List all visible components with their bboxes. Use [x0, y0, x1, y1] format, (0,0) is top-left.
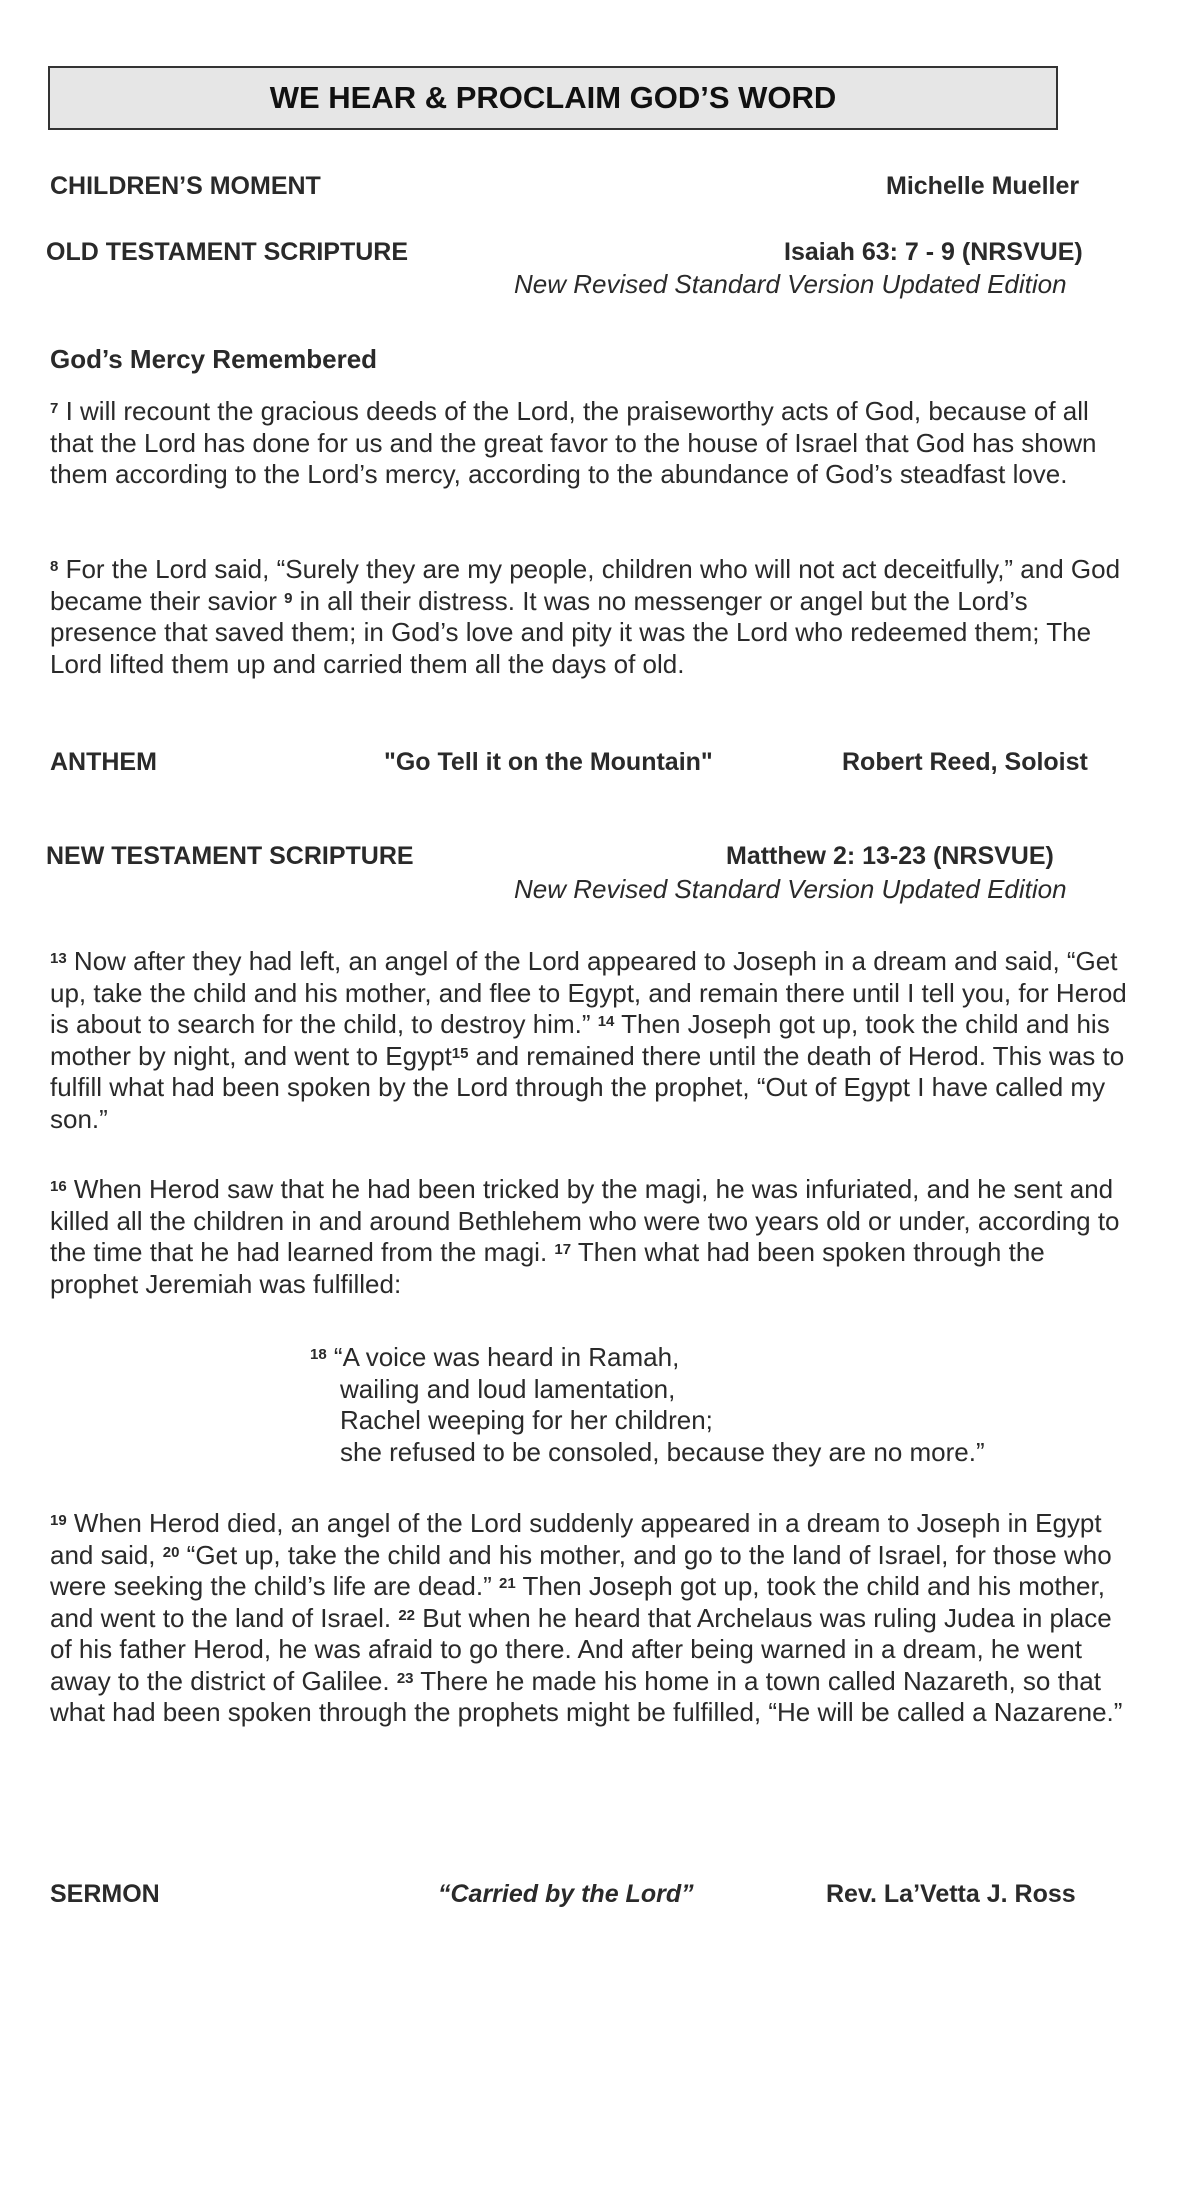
- section-banner: WE HEAR & PROCLAIM GOD’S WORD: [48, 66, 1058, 130]
- verse-number: 13: [50, 950, 67, 967]
- anthem-label: ANTHEM: [50, 748, 157, 776]
- nt-paragraph-3: [50, 1508, 1130, 1729]
- verse-text: Then Joseph got up, took the child and his mother by night, and went to Egypt: [50, 1009, 1110, 1071]
- verse-number: 20: [162, 1543, 180, 1561]
- verse-number: 17: [554, 1241, 572, 1258]
- verse-text: and remained there until the death of Herod. This was to fulfill what had been spoken by the Lord through the prophet, “Out of Egypt I have called my son.”: [50, 1040, 1125, 1134]
- verse-number: 21: [499, 1575, 516, 1592]
- ot-paragraph-1: [50, 396, 1130, 491]
- verse-text: Now after they had left, an angel of the Lord appeared to Joseph in a dream and said, “Get up, take the child and his mother, and flee to Egypt, and remain there until I tell you, for Herod is about to search for the child, to destroy him.”: [50, 946, 1127, 1039]
- poem-line: [310, 1342, 985, 1374]
- verse-text: But when he heard that Archelaus was ruling Judea in place of his father Herod, he was afraid to go there. And after being warned in a dream, he went away to the district of Galilee.: [50, 1602, 1112, 1696]
- verse-number: 16: [50, 1178, 67, 1195]
- childrens-moment-leader: Michelle Mueller: [886, 172, 1080, 200]
- verse-text: Then Joseph got up, took the child and his mother, and went to the land of Israel.: [50, 1571, 1105, 1633]
- verse-text: For the Lord said, “Surely they are my people, children who will not act deceitfully,” and God became their savior: [50, 554, 1121, 616]
- verse-text: “Get up, take the child and his mother, and go to the land of Israel, for those who were seeking the child’s life are dead.”: [50, 1539, 1112, 1601]
- verse-number: 22: [398, 1606, 416, 1624]
- old-testament-reference: Isaiah 63: 7 - 9 (NRSVUE): [784, 238, 1083, 266]
- sermon-preacher: Rev. La’Vetta J. Ross: [826, 1880, 1076, 1908]
- verse-number: 15: [451, 1044, 469, 1062]
- poem-line: wailing and loud lamentation,: [340, 1373, 676, 1404]
- passage-heading: God’s Mercy Remembered: [50, 344, 378, 374]
- new-testament-reference: Matthew 2: 13-23 (NRSVUE): [726, 842, 1054, 870]
- open-quote: “: [438, 1880, 451, 1908]
- poem-line: she refused to be consoled, because they are no more.”: [340, 1436, 985, 1467]
- verse-number: 19: [50, 1512, 67, 1529]
- sermon-title: [438, 1880, 694, 1909]
- verse-text: There he made his home in a town called Nazareth, so that what had been spoken through the prophets might be fulfilled, “He will be called a Nazarene.”: [50, 1665, 1123, 1727]
- verse-number: 8: [50, 558, 59, 575]
- sermon-label: SERMON: [50, 1880, 160, 1908]
- verse-number: 9: [284, 589, 293, 607]
- verse-number: 7: [50, 400, 59, 417]
- nt-paragraph-2: [50, 1174, 1130, 1300]
- close-quote: ”: [681, 1880, 694, 1908]
- verse-number: 18: [310, 1346, 327, 1363]
- verse-text: I will recount the gracious deeds of the Lord, the praiseworthy acts of God, because of all that the Lord has done for us and the great favor to the house of Israel that God has shown them according to the Lord’s mercy, according to the abundance of God’s steadfast love.: [50, 396, 1097, 489]
- verse-text: “A voice was heard in Ramah,: [326, 1342, 680, 1372]
- anthem-performer: Robert Reed, Soloist: [842, 748, 1088, 776]
- verse-text: in all their distress. It was no messenger or angel but the Lord’s presence that saved them; in God’s love and pity it was the Lord who redeemed them; The Lord lifted them up and carried them all the days of old.: [50, 585, 1092, 679]
- childrens-moment-label: CHILDREN’S MOMENT: [50, 172, 321, 200]
- verse-text: Then what had been spoken through the prophet Jeremiah was fulfilled:: [50, 1237, 1045, 1299]
- new-testament-label: NEW TESTAMENT SCRIPTURE: [46, 842, 414, 870]
- poem-quote: [310, 1342, 985, 1468]
- ot-paragraph-2: [50, 554, 1130, 680]
- verse-text: When Herod died, an angel of the Lord suddenly appeared in a dream to Joseph in Egypt and said,: [50, 1508, 1102, 1570]
- old-testament-label: OLD TESTAMENT SCRIPTURE: [46, 238, 409, 266]
- nt-paragraph-1: [50, 946, 1130, 1135]
- old-testament-version: New Revised Standard Version Updated Edition: [514, 269, 1067, 299]
- sermon-title-text: Carried by the Lord: [450, 1880, 682, 1908]
- verse-number: 14: [597, 1013, 615, 1030]
- poem-line: Rachel weeping for her children;: [340, 1405, 713, 1435]
- new-testament-version: New Revised Standard Version Updated Edition: [514, 874, 1067, 904]
- anthem-title: "Go Tell it on the Mountain": [384, 748, 713, 776]
- verse-number: 23: [396, 1669, 414, 1687]
- verse-text: When Herod saw that he had been tricked by the magi, he was infuriated, and he sent and killed all the children in and around Bethlehem who were two years old or under, according to the time that he had learned from the magi.: [50, 1174, 1120, 1267]
